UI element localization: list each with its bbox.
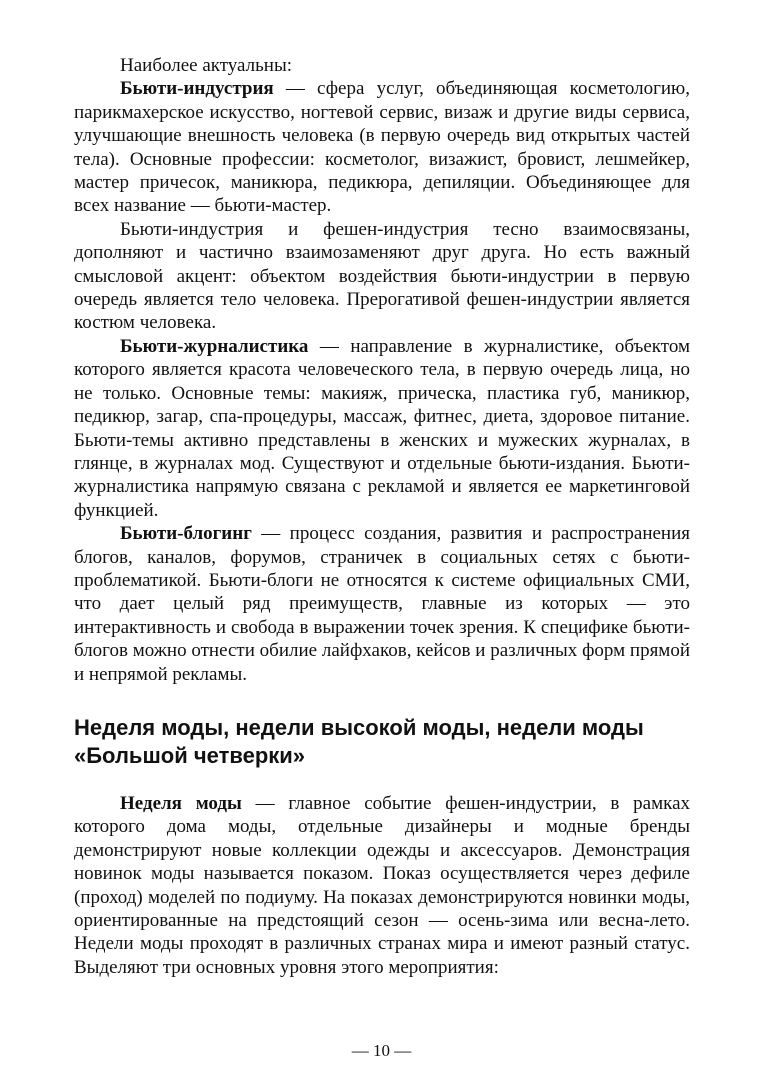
definition-beauty-industry: — сфера услуг, объединяющая косметологию, парикмахерское искусство, ногтевой сервис, визаж и другие виды сервиса, улучшающие внешность человека (в первую очередь вид открытых частей тела). Основные профессии: косметолог, визажист, бровист, лешмейкер, мастер причесок, маникюра, педикюра, депиляции. Объединяющее для всех название — бьюти-мастер. <box>74 78 690 217</box>
term-beauty-journalism: Бьюти-журналистика <box>120 335 309 357</box>
paragraph-fashion-week <box>74 792 690 979</box>
intro-paragraph: Наиболее актуальны: <box>120 55 293 76</box>
paragraph-beauty-journalism <box>74 335 690 522</box>
paragraph-industry-relation: Бьюти-индустрия и фешен-индустрия тесно взаимосвязаны, дополняют и частично взаимозаменяют друг друга. Но есть важный смысловой акцент: объектом воздействия бьюти-индустрии в первую очередь является тело человека. Прерогативой фешен-индустрии является костюм человека. <box>74 218 690 334</box>
term-beauty-industry: Бьюти-индустрия <box>120 78 274 100</box>
page-number: — 10 — <box>351 1041 412 1060</box>
definition-beauty-blogging: — процесс создания, развития и распространения блогов, каналов, форумов, страничек в социальных сетях с бьюти-проблематикой. Бьюти-блоги не относятся к системе официальных СМИ, что дает целый ряд преимуществ, главные из которых — это интерактивность и свобода в выражении точек зрения. К специфике бьюти-блогов можно отнести обилие лайфхаков, кейсов и различных форм прямой и непрямой рекламы. <box>74 523 690 685</box>
definition-beauty-journalism: — направление в журналистике, объектом которого является красота человеческого тела, в первую очередь лица, но не только. Основные темы: макияж, прическа, пластика губ, маникюр, педикюр, загар, спа-процедуры, массаж, фитнес, диета, здоровое питание. Бьюти-темы активно представлены в женских и мужеских журналах, в глянце, в журналах мод. Существуют и отдельные бьюти-издания. Бьюти-журналистика напрямую связана с рекламой и является ее маркетинговой функцией. <box>74 335 690 521</box>
paragraph-beauty-industry <box>74 77 690 217</box>
paragraph-beauty-blogging <box>74 522 690 686</box>
term-beauty-blogging: Бьюти-блогинг <box>120 523 252 545</box>
section-heading: Неделя моды, недели высокой моды, недели моды «Большой четверки» <box>74 714 644 768</box>
term-fashion-week: Неделя моды <box>120 792 242 814</box>
definition-fashion-week: — главное событие фешен-индустрии, в рамках которого дома моды, отдельные дизайнеры и модные бренды демонстрируют новые коллекции одежды и аксессуаров. Демонстрация новинок моды называется показом. Показ осуществляется через дефиле (проход) моделей по подиуму. На показах демонстрируются новинки моды, ориентированные на предстоящий сезон — осень-зима или весна-лето. Недели моды проходят в различных странах мира и имеют разный статус. Выделяют три основных уровня этого мероприятия: <box>74 792 690 978</box>
text-block-fashion-week <box>74 792 690 979</box>
text-block-beauty <box>74 54 690 686</box>
page-content <box>74 54 690 979</box>
